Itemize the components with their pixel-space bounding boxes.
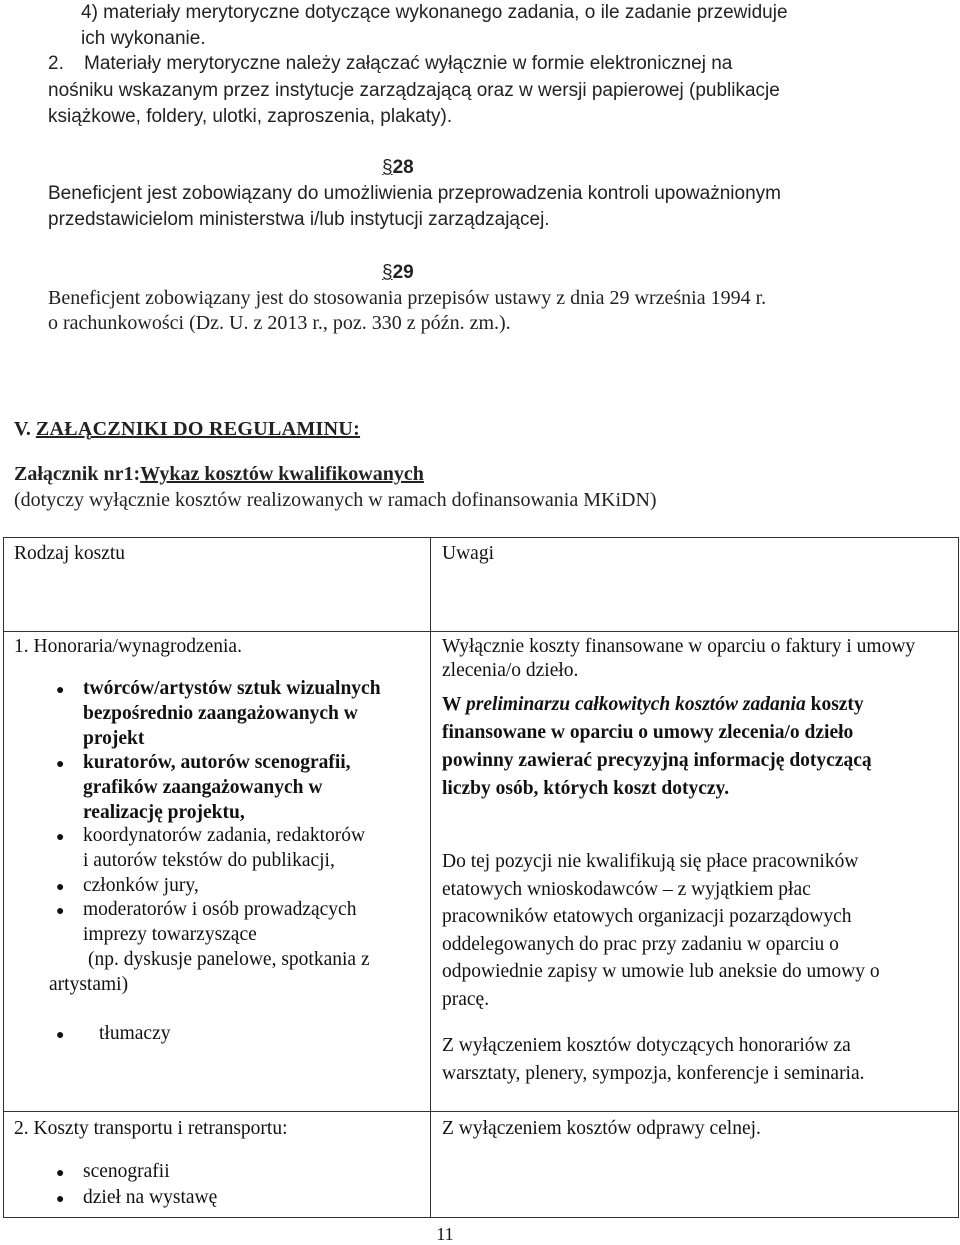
bullet-icon: ● [56, 1166, 65, 1181]
note-line: Do tej pozycji nie kwalifikują się płace pracowników [442, 851, 859, 872]
table-row [431, 1112, 959, 1218]
section-28-line-2: przedstawicielom ministerstwa i/lub instytucji zarządzającej. [48, 209, 550, 230]
note-line: W preliminarzu całkowitych kosztów zadania koszty [442, 694, 864, 715]
annex-note: (dotyczy wyłącznie kosztów realizowanych w ramach dofinansowania MKiDN) [14, 489, 657, 511]
bullet-icon: ● [56, 880, 65, 895]
bullet-icon: ● [56, 1028, 65, 1043]
paragraph-2-line-3: książkowe, foldery, ulotki, zaproszenia, plakaty). [48, 106, 453, 127]
list-item: dzieł na wystawę [83, 1187, 218, 1208]
item-4-line-1: 4) materiały merytoryczne dotyczące wykonanego zadania, o ile zadanie przewiduje [81, 2, 788, 23]
section-numeral: V. [14, 418, 31, 440]
section-28-number: 28 [392, 157, 414, 178]
list-item: członków jury, [83, 875, 199, 896]
attachments-heading-text: ZAŁĄCZNIKI DO REGULAMINU: [35, 418, 361, 440]
table-row [4, 1112, 431, 1218]
page-number: 11 [436, 1224, 454, 1244]
list-item: artystami) [49, 974, 129, 995]
list-item: koordynatorów zadania, redaktorów [83, 825, 366, 846]
note-line: odpowiednie zapisy w umowie lub aneksie do umowy o [442, 961, 880, 982]
list-item: realizację projektu, [83, 802, 245, 823]
note-line: Wyłącznie koszty finansowane w oparciu o faktury i umowy [442, 636, 916, 657]
list-item: kuratorów, autorów scenografii, [83, 752, 351, 773]
list-item: grafików zaangażowanych w [83, 777, 323, 798]
note-line: Z wyłączeniem kosztów odprawy celnej. [442, 1118, 761, 1139]
table-header-cell [4, 538, 431, 632]
list-item: (np. dyskusje panelowe, spotkania z [88, 949, 370, 970]
note-line: finansowane w oparciu o umowy zlecenia/o dzieło [442, 722, 854, 743]
annex-title [14, 463, 424, 486]
bullet-icon: ● [56, 1192, 65, 1207]
table-row [4, 632, 431, 1112]
paragraph-2-line-2: nośniku wskazanym przez instytucje zarządzającą oraz w wersji papierowej (publikacje [48, 80, 780, 101]
note-line: zlecenia/o dzieło. [442, 660, 579, 681]
header-cost-type: Rodzaj kosztu [14, 543, 126, 564]
note-line: warsztaty, plenery, sympozja, konferencje i seminaria. [442, 1063, 865, 1084]
attachments-heading [14, 418, 360, 441]
note-line: etatowych wnioskodawców – z wyjątkiem płac [442, 879, 811, 900]
header-remarks: Uwagi [442, 543, 494, 564]
list-item: scenografii [83, 1161, 170, 1182]
section-sign: § [382, 157, 393, 178]
list-item: twórców/artystów sztuk wizualnych [83, 678, 381, 699]
list-item: imprezy towarzyszące [83, 924, 257, 945]
bullet-icon: ● [56, 757, 65, 772]
paragraph-2-number: 2. [48, 53, 64, 74]
section-29-heading [382, 262, 414, 284]
row-1-label: 1. Honoraria/wynagrodzenia. [14, 636, 242, 657]
section-28-line-1: Beneficjent jest zobowiązany do umożliwienia przeprowadzenia kontroli upoważnionym [48, 183, 781, 204]
table-header-cell [431, 538, 959, 632]
section-sign: § [382, 262, 393, 283]
paragraph-2-line-1: Materiały merytoryczne należy załączać wyłącznie w formie elektronicznej na [84, 53, 733, 74]
list-item: tłumaczy [99, 1023, 171, 1044]
costs-table [3, 537, 959, 1218]
bullet-icon: ● [56, 904, 65, 919]
annex-prefix: Załącznik nr1: [14, 463, 141, 485]
bullet-icon: ● [56, 830, 65, 845]
note-line: powinny zawierać precyzyjną informację dotyczącą [442, 750, 872, 771]
note-line: oddelegowanych do prac przy zadaniu w oparciu o [442, 934, 839, 955]
section-28-heading [382, 157, 414, 179]
note-line: liczby osób, których koszt dotyczy. [442, 778, 730, 799]
bullet-icon: ● [56, 683, 65, 698]
item-4-line-2: ich wykonanie. [81, 28, 206, 49]
section-29-line-2: o rachunkowości (Dz. U. z 2013 r., poz. 330 z późn. zm.). [48, 312, 511, 334]
list-item: moderatorów i osób prowadzących [83, 899, 357, 920]
list-item: i autorów tekstów do publikacji, [83, 850, 335, 871]
section-29-line-1: Beneficjent zobowiązany jest do stosowania przepisów ustawy z dnia 29 września 1994 r. [48, 287, 767, 309]
list-item: projekt [83, 728, 145, 749]
row-2-label: 2. Koszty transportu i retransportu: [14, 1118, 288, 1139]
note-line: Z wyłączeniem kosztów dotyczących honorariów za [442, 1035, 851, 1056]
table-row [431, 632, 959, 1112]
note-line: pracowników etatowych organizacji pozarządowych [442, 906, 852, 927]
section-29-number: 29 [392, 262, 414, 283]
list-item: bezpośrednio zaangażowanych w [83, 703, 358, 724]
note-line: pracę. [442, 989, 490, 1010]
annex-title-text: Wykaz kosztów kwalifikowanych [140, 463, 424, 485]
